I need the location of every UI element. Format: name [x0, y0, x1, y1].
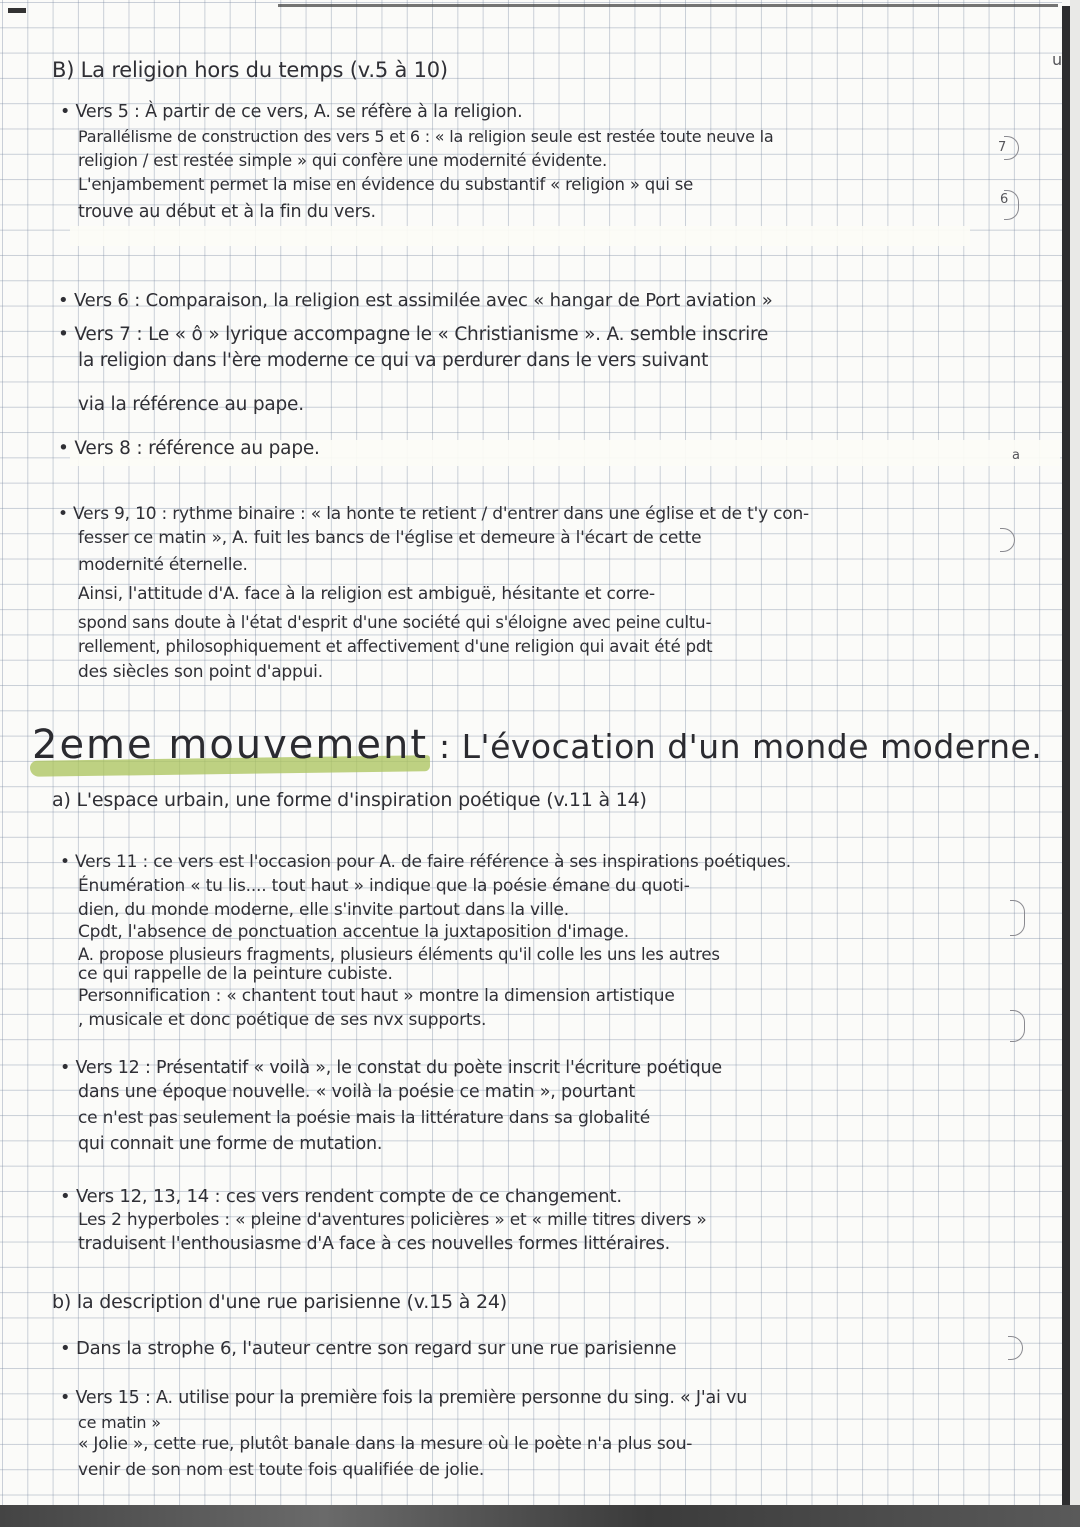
note-line: • Vers 11 : ce vers est l'occasion pour A. de faire référence à ses inspirations poétiques. — [60, 852, 792, 872]
note-line: la religion dans l'ère moderne ce qui va perdurer dans le vers suivant — [78, 350, 709, 371]
margin-bracket — [1010, 900, 1025, 936]
note-line: • Vers 5 : À partir de ce vers, A. se réfère à la religion. — [60, 102, 523, 122]
note-line: qui connait une forme de mutation. — [78, 1134, 383, 1154]
note-line: rellement, philosophiquement et affectivement d'une religion qui avait été pdt — [78, 637, 713, 656]
note-line: L'enjambement permet la mise en évidence du substantif « religion » qui se — [78, 175, 694, 194]
subsection-a-heading: a) L'espace urbain, une forme d'inspiration poétique (v.11 à 14) — [52, 789, 647, 811]
note-line: dien, du monde moderne, elle s'invite partout dans la ville. — [78, 900, 569, 920]
note-line: ce qui rappelle de la peinture cubiste. — [78, 964, 393, 984]
note-line: • Vers 12 : Présentatif « voilà », le constat du poète inscrit l'écriture poétique — [60, 1058, 722, 1078]
note-line: Cpdt, l'absence de ponctuation accentue la juxtaposition d'image. — [78, 922, 630, 942]
page-top-edge — [278, 4, 1058, 7]
margin-mark: 6 — [1000, 192, 1009, 207]
note-line: via la référence au pape. — [78, 394, 304, 415]
note-line: Parallélisme de construction des vers 5 et 6 : « la religion seule est restée toute neuve la — [78, 127, 774, 146]
movement-title-number: 2eme mouvement — [32, 722, 429, 768]
note-line: • Vers 8 : référence au pape. — [58, 438, 320, 459]
note-line: venir de son nom est toute fois qualifiée de jolie. — [78, 1460, 485, 1480]
note-line: fesser ce matin », A. fuit les bancs de l'église et demeure à l'écart de cette — [78, 528, 702, 548]
note-line: • Vers 12, 13, 14 : ces vers rendent compte de ce changement. — [60, 1186, 622, 1207]
note-line: • Dans la strophe 6, l'auteur centre son regard sur une rue parisienne — [60, 1338, 677, 1359]
table-surface — [0, 1505, 1080, 1527]
note-line: spond sans doute à l'état d'esprit d'une société qui s'éloigne avec peine cultu- — [78, 613, 712, 632]
note-line: ce n'est pas seulement la poésie mais la littérature dans sa globalité — [78, 1108, 650, 1128]
margin-mark: 7 — [998, 140, 1007, 155]
movement-title-separator: : — [428, 727, 462, 766]
note-line: Énumération « tu lis.... tout haut » indique que la poésie émane du quoti- — [78, 876, 690, 896]
note-line: A. propose plusieurs fragments, plusieurs éléments qu'il colle les uns les autres — [78, 945, 720, 964]
note-line: « Jolie », cette rue, plutôt banale dans la mesure où le poète n'a plus sou- — [78, 1434, 693, 1454]
note-line: des siècles son point d'appui. — [78, 662, 323, 682]
note-line: • Vers 9, 10 : rythme binaire : « la honte te retient / d'entrer dans une église et de t'y con- — [58, 504, 809, 524]
margin-mark: u — [1052, 50, 1063, 69]
note-line: Les 2 hyperboles : « pleine d'aventures policières » et « mille titres divers » — [78, 1210, 707, 1230]
note-line: ce matin » — [78, 1413, 161, 1432]
note-line: trouve au début et à la fin du vers. — [78, 202, 376, 222]
note-line: dans une époque nouvelle. « voilà la poésie ce matin », pourtant — [78, 1082, 636, 1102]
background-strip — [1070, 0, 1080, 1527]
movement-title-text: L'évocation d'un monde moderne. — [461, 727, 1043, 766]
note-line: Ainsi, l'attitude d'A. face à la religion est ambiguë, hésitante et corre- — [78, 584, 655, 604]
note-line: modernité éternelle. — [78, 555, 248, 575]
note-line: • Vers 15 : A. utilise pour la première fois la première personne du sing. « J'ai vu — [60, 1388, 748, 1408]
note-line: • Vers 7 : Le « ô » lyrique accompagne le « Christianisme ». A. semble inscrire — [58, 324, 769, 345]
page-right-edge — [1062, 6, 1070, 1506]
note-line: religion / est restée simple » qui confère une modernité évidente. — [78, 151, 608, 170]
section-b-heading: B) La religion hors du temps (v.5 à 10) — [52, 58, 448, 82]
subsection-b-heading: b) la description d'une rue parisienne (v.15 à 24) — [52, 1291, 508, 1313]
movement-title — [32, 722, 1042, 768]
note-line: , musicale et donc poétique de ses nvx supports. — [78, 1010, 487, 1030]
margin-mark: a — [1012, 448, 1020, 463]
page-corner-mark — [8, 8, 26, 13]
note-line: traduisent l'enthousiasme d'A face à ces nouvelles formes littéraires. — [78, 1234, 671, 1254]
note-line: Personnification : « chantent tout haut » montre la dimension artistique — [78, 986, 675, 1006]
note-line: • Vers 6 : Comparaison, la religion est assimilée avec « hangar de Port aviation » — [58, 290, 773, 311]
correction-tape — [70, 226, 970, 246]
